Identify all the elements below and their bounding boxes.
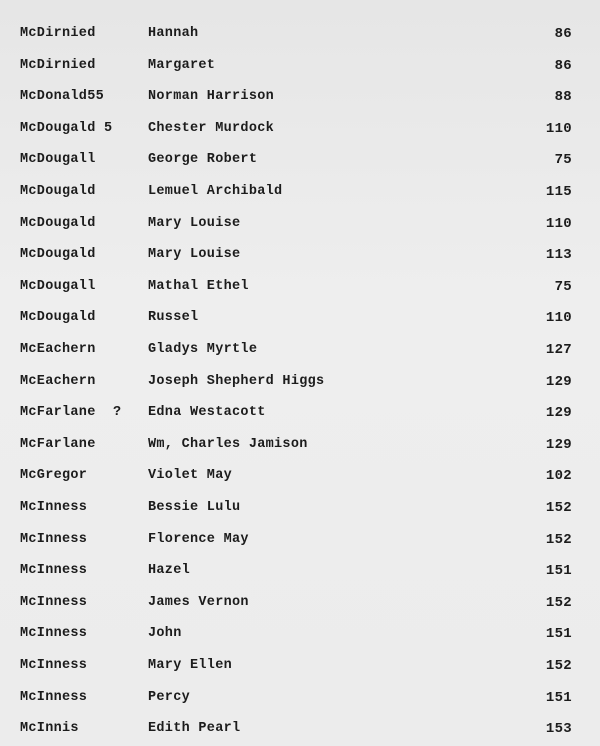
surname: McDougald [20, 310, 96, 326]
given-names: Florence May [148, 531, 249, 547]
page-number: 110 [545, 310, 572, 327]
given-names: Wm, Charles Jamison [148, 436, 308, 452]
given-names: Joseph Shepherd Higgs [148, 373, 325, 389]
surname: McDirnied [20, 57, 96, 73]
given-names: Mathal Ethel [148, 278, 249, 294]
given-names: Mary Ellen [148, 658, 233, 673]
given-names: Percy [148, 689, 191, 705]
surname: McDougald [20, 215, 96, 231]
index-row [0, 626, 600, 650]
index-row [0, 437, 600, 461]
surname: McInness [20, 689, 88, 705]
given-names: Lemuel Archibald [148, 184, 283, 199]
page-number: 151 [545, 563, 572, 580]
page-number: 152 [545, 500, 572, 516]
page-number: 115 [545, 184, 572, 200]
given-names: Gladys Myrtle [148, 342, 258, 357]
given-names: Bessie Lulu [148, 500, 241, 515]
index-row [0, 310, 600, 334]
page-number: 152 [545, 594, 572, 611]
index-row [0, 247, 600, 271]
page-number: 151 [545, 626, 572, 643]
given-names: George Robert [148, 152, 258, 168]
page-number: 102 [545, 468, 572, 485]
surname: McDougald 5 [20, 120, 113, 136]
index-row [0, 532, 600, 556]
surname: McDirnied [20, 26, 96, 41]
surname: McDougald [20, 247, 96, 263]
index-row [0, 26, 600, 50]
given-names: Hannah [148, 26, 199, 41]
page-number: 75 [554, 278, 572, 295]
page-number: 152 [545, 658, 572, 674]
index-row [0, 721, 600, 745]
index-row [0, 342, 600, 366]
given-names: Mary Louise [148, 215, 241, 231]
index-row [0, 279, 600, 303]
page-number: 86 [554, 26, 572, 42]
given-names: John [148, 626, 182, 642]
page-number: 151 [545, 689, 572, 706]
page-number: 129 [545, 436, 572, 453]
index-row [0, 658, 600, 682]
surname: McDougald [20, 184, 96, 199]
given-names: Chester Murdock [148, 120, 275, 136]
index-row [0, 500, 600, 524]
surname: McInness [20, 594, 88, 610]
given-names: Russel [148, 310, 199, 326]
surname: McDougall [20, 278, 96, 294]
index-row [0, 405, 600, 429]
given-names: Mary Louise [148, 247, 241, 263]
page-number: 88 [554, 89, 572, 106]
page-number: 86 [554, 57, 572, 74]
given-names: Violet May [148, 468, 233, 484]
surname: McInness [20, 658, 88, 673]
surname: McFarlane [20, 436, 96, 452]
page-number: 153 [545, 721, 572, 738]
index-row [0, 89, 600, 113]
index-row [0, 690, 600, 714]
surname: McInness [20, 563, 88, 579]
page-number: 110 [545, 215, 572, 232]
surname: McInnis [20, 721, 79, 737]
surname: McDonald55 [20, 89, 105, 105]
index-row [0, 216, 600, 240]
page-number: 75 [554, 152, 572, 169]
surname: McInness [20, 500, 88, 515]
page-number: 129 [545, 405, 572, 422]
page-number: 129 [545, 373, 572, 390]
given-names: Hazel [148, 563, 191, 579]
surname: McFarlane [20, 405, 96, 421]
page-number: 113 [545, 247, 572, 264]
surname: McEachern [20, 373, 96, 389]
index-row [0, 121, 600, 145]
index-row [0, 468, 600, 492]
page-number: 110 [545, 120, 572, 137]
index-row [0, 152, 600, 176]
surname: McDougall [20, 152, 96, 168]
index-row [0, 563, 600, 587]
query-mark: ? [113, 405, 122, 421]
surname: McInness [20, 626, 88, 642]
given-names: Margaret [148, 57, 216, 73]
page-number: 152 [545, 531, 572, 548]
given-names: Edith Pearl [148, 721, 241, 737]
index-row [0, 595, 600, 619]
given-names: James Vernon [148, 594, 249, 610]
index-row [0, 374, 600, 398]
page-number: 127 [545, 342, 572, 358]
surname: McInness [20, 531, 88, 547]
surname: McGregor [20, 468, 88, 484]
given-names: Edna Westacott [148, 405, 266, 421]
index-row [0, 58, 600, 82]
given-names: Norman Harrison [148, 89, 275, 105]
surname: McEachern [20, 342, 96, 357]
index-row [0, 184, 600, 208]
